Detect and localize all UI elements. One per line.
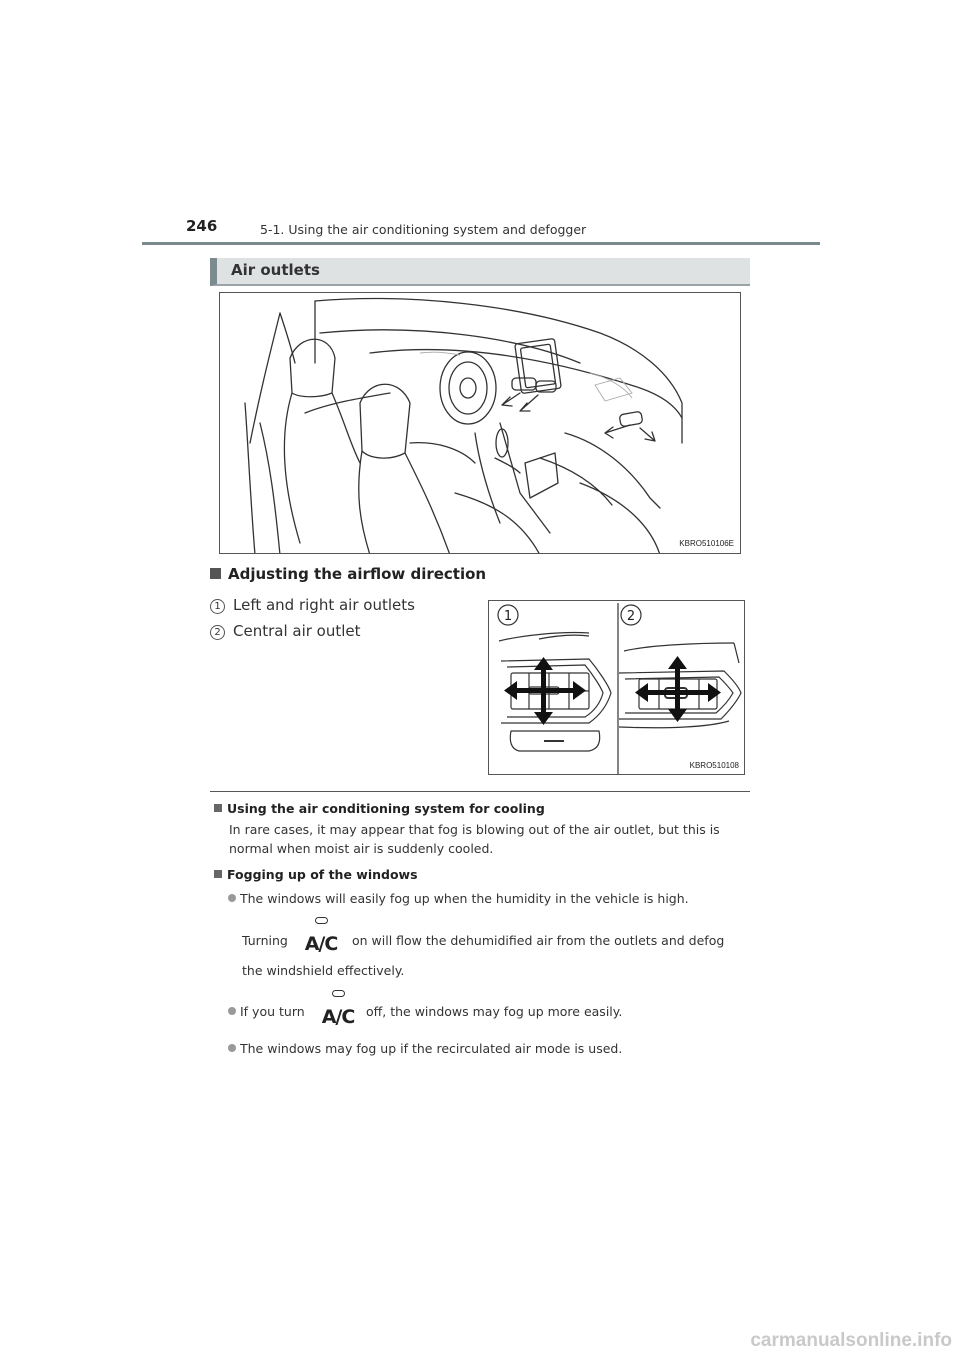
- callout-item: [210, 622, 361, 640]
- bullet-text: The windows may fog up if the recirculated air mode is used.: [240, 1041, 623, 1056]
- header-rule: [142, 242, 820, 245]
- running-header: 5-1. Using the air conditioning system and defogger: [260, 222, 587, 237]
- callout-number: 1: [210, 599, 225, 614]
- square-bullet-icon: [210, 568, 221, 579]
- figure-code: KBRO510108: [689, 761, 739, 770]
- note-paragraph: [229, 820, 749, 858]
- indicator-light-icon: [332, 990, 345, 997]
- bullet-text: off, the windows may fog up more easily.: [366, 1004, 623, 1019]
- figure-code: KBRO510106E: [679, 539, 734, 548]
- subsection-heading-text: Adjusting the airflow direction: [228, 565, 487, 583]
- notes-divider: [210, 791, 750, 792]
- note-heading: [214, 867, 418, 882]
- bullet-text: If you turn: [240, 1004, 305, 1019]
- note-heading-text: Using the air conditioning system for cooling: [227, 801, 545, 816]
- bullet-continuation: [366, 1004, 622, 1019]
- subsection-heading: [210, 565, 486, 583]
- callout-label: Central air outlet: [233, 622, 361, 640]
- air-outlet-illustration: [488, 600, 745, 775]
- bullet-continuation: [242, 933, 288, 948]
- bullet-text: Turning: [242, 933, 288, 948]
- callout-number: 2: [210, 625, 225, 640]
- section-title-bar: [210, 258, 750, 286]
- air-outlet-line-drawing: [489, 601, 745, 775]
- bullet-item: [228, 1004, 305, 1019]
- bullet-item: [228, 891, 689, 906]
- square-bullet-icon: [214, 804, 222, 812]
- figure-callout-1-text: 1: [503, 609, 513, 624]
- bullet-text: The windows will easily fog up when the humidity in the vehicle is high.: [240, 891, 689, 906]
- bullet-text: on will flow the dehumidified air from the outlets and defog: [352, 933, 725, 948]
- indicator-light-icon: [315, 917, 328, 924]
- dashboard-line-drawing: [220, 293, 741, 554]
- ac-button-label: A/C: [321, 1006, 355, 1028]
- bullet-text: the windshield effectively.: [242, 963, 405, 978]
- watermark: carmanualsonline.info: [750, 1330, 952, 1351]
- section-title: Air outlets: [231, 261, 320, 279]
- dashboard-illustration: [219, 292, 741, 554]
- note-heading: [214, 801, 545, 816]
- note-line: normal when moist air is suddenly cooled.: [229, 841, 494, 856]
- note-heading-text: Fogging up of the windows: [227, 867, 418, 882]
- ac-button-icon: [319, 990, 357, 1034]
- ac-button-icon: [302, 917, 340, 961]
- callout-item: [210, 596, 415, 614]
- bullet-dot-icon: [228, 1007, 236, 1015]
- bullet-dot-icon: [228, 894, 236, 902]
- square-bullet-icon: [214, 870, 222, 878]
- page-number: 246: [186, 217, 218, 235]
- callout-label: Left and right air outlets: [233, 596, 415, 614]
- bullet-item: [228, 1041, 622, 1056]
- note-line: In rare cases, it may appear that fog is blowing out of the air outlet, but this is: [229, 822, 720, 837]
- bullet-continuation: [352, 933, 724, 948]
- bullet-dot-icon: [228, 1044, 236, 1052]
- figure-callout-2-text: 2: [626, 609, 636, 624]
- bullet-continuation: [242, 963, 404, 978]
- ac-button-label: A/C: [304, 933, 338, 955]
